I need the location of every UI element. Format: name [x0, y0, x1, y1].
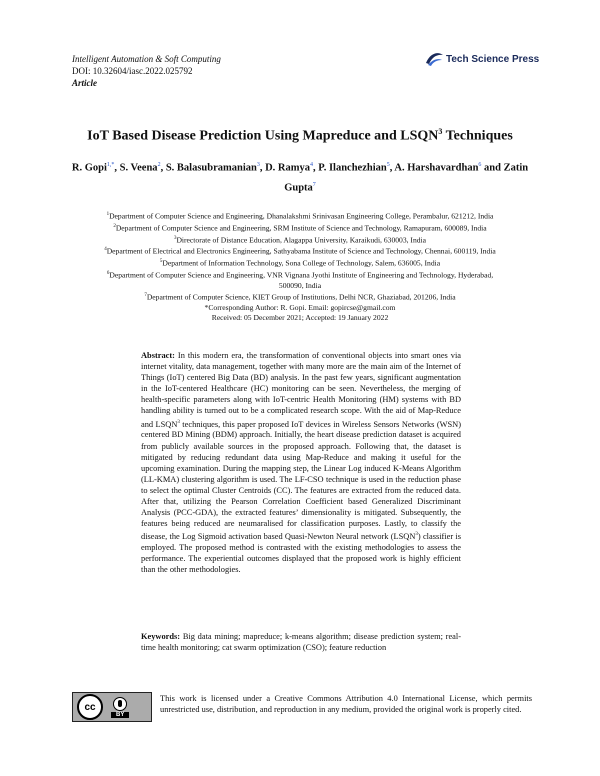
affiliation-text: Directorate of Distance Education, Alagappa University, Karaikudi, 630003, India [176, 235, 427, 245]
by-label: BY [111, 712, 129, 718]
keywords-label: Keywords: [141, 632, 181, 641]
affiliation-sup: 1 [106, 212, 110, 217]
affiliation-line [60, 269, 540, 281]
cc-icon: cc [77, 694, 103, 720]
affiliation-line [60, 245, 540, 257]
cc-by-badge[interactable] [72, 692, 152, 722]
abstract [141, 350, 461, 575]
author-affiliation-sup[interactable]: 2 [157, 162, 161, 168]
license-text: This work is licensed under a Creative Commons Attribution 4.0 International License, which permits unrestricted use, distribution, and reproduction in any medium, provided the original work is properly cited. [160, 694, 532, 714]
abstract-text-2: techniques, this paper proposed IoT devices in Wireless Sensors Networks (WSN) centered BD Mining (BDM) approach. Initially, the heart disease prediction dataset is acquired from publicly available sources in the proposed approach. Following that, the dataset is mitigated by reducing redundant data using Map-Reduce and making it useful for the upcoming examination. During the mapping step, the Linear Log induced K-Means Algorithm (LL-KMA) clustering algorithm is used. The LF-CSO technique is used in the reduction phase to select the optimal Cluster Centroids (CC). The features are extracted from the reduced data. After that, utilizing the Pearson Correlation Coefficient based Generalized Discriminant Analysis (PCC-GDA), the extracted features’ dimensionality is mitigated. Subsequently, the features being reduced are neumaralised for classification purposes. Lastly, to classify the disease, the Log Sigmoid activation based Quasi-Newton Neural network (LSQN [141, 419, 462, 542]
journal-name: Intelligent Automation & Soft Computing [72, 54, 221, 64]
affiliation-text: Received: 05 December 2021; Accepted: 19 January 2022 [211, 313, 389, 323]
author-name: P. Ilanchezhian [318, 162, 387, 174]
title-text: IoT Based Disease Prediction Using Mapreduce and LSQN [87, 128, 439, 144]
keywords-text: Big data mining; mapreduce; k-means algorithm; disease prediction system; real-time health monitoring; cat swarm optimization (CSO); feature reduction [141, 632, 461, 653]
abstract-text-1: In this modern era, the transformation of conventional objects into smart ones via internet vitality, data management, together with many more are the main aim of the Internet of Things (IoT) centered Big Data (BD) analysis. In the past few years, significant augmentation in the IoT-centered Healthcare (HC) monitoring can be seen. Nevertheless, the merging of health-specific parameters along with IoT-centric Health Monitoring (HM) systems with BD handling ability is turned out to be a complicated research scope. With the aid of Map-Reduce and LSQN [141, 351, 461, 429]
author-separator: , [114, 162, 120, 174]
affiliation-text: Department of Information Technology, Sona College of Technology, Salem, 636005, India [162, 258, 441, 268]
title-tail: Techniques [442, 128, 513, 144]
author-affiliation-sup[interactable]: 5 [386, 162, 390, 168]
title-superscript: 3 [438, 127, 443, 136]
abstract-sup-2: 3 [415, 532, 418, 538]
abstract-sup-1: 3 [177, 419, 180, 425]
by-icon [111, 697, 129, 718]
publisher-swoosh-icon [424, 51, 444, 67]
affiliation-line [60, 257, 540, 269]
affiliation-sup: 2 [113, 223, 116, 229]
publisher-name: Tech Science Press [446, 53, 540, 65]
doi[interactable]: DOI: 10.32604/iasc.2022.025792 [72, 66, 193, 76]
affiliation-text: *Corresponding Author: R. Gopi. Email: gopircse@gmail.com [204, 303, 396, 313]
author-affiliation-sup[interactable]: 6 [478, 162, 482, 168]
author-affiliation-sup[interactable]: 1,* [106, 162, 115, 168]
author-separator: and [481, 162, 504, 174]
affiliation-line [60, 234, 540, 246]
author-name: S. Veena [119, 162, 158, 174]
affiliation-sup: 3 [173, 235, 177, 241]
affiliation-text: 500090, India [278, 280, 322, 290]
affiliation-line [60, 222, 540, 234]
affiliations [60, 210, 540, 324]
author-separator: , [259, 162, 266, 174]
affiliation-text: Department of Computer Science and Engineering, Dhanalakshmi Srinivasan Engineering College, Perambalur, 621212, India [109, 211, 494, 221]
affiliation-line [60, 291, 540, 303]
affiliation-text: Department of Electrical and Electronics Engineering, Sathyabama Institute of Science and Technology, Chennai, 600119, India [106, 247, 496, 257]
author-name: R. Gopi [71, 162, 107, 174]
journal-header [72, 53, 221, 89]
author-name: A. Harshavardhan [394, 162, 479, 174]
affiliation-text: Department of Computer Science, KIET Group of Institutions, Delhi NCR, Ghaziabad, 201206, India [146, 292, 456, 302]
abstract-label: Abstract: [141, 351, 175, 360]
abstract-text-3: ) classifier is employed. The proposed method is contrasted with the existing methodologies to assess the performance. The experiential outcomes displayed that the proposed work is highly efficient than the other methodologies. [141, 532, 461, 575]
affiliation-line [60, 303, 540, 313]
author-name: D. Ramya [265, 162, 311, 174]
affiliation-sup: 6 [106, 271, 110, 277]
author-separator: , [389, 162, 395, 174]
paper-title [60, 127, 540, 145]
author-name: S. Balasubramanian [165, 162, 257, 174]
author-affiliation-sup[interactable]: 4 [310, 162, 314, 168]
author-separator: , [313, 162, 319, 174]
author-affiliation-sup[interactable]: 7 [312, 181, 316, 188]
article-type: Article [72, 78, 97, 88]
author-affiliation-sup[interactable]: 3 [256, 162, 260, 168]
author-list [66, 157, 534, 196]
affiliation-sup: 7 [144, 293, 147, 299]
affiliation-line [60, 313, 540, 323]
publisher-logo [424, 51, 539, 67]
affiliation-text: Department of Computer Science and Engineering, VNR Vignana Jyothi Institute of Engineering and Technology, Hyderabad, [109, 270, 494, 280]
affiliation-sup: 4 [104, 247, 107, 253]
affiliation-sup: 5 [159, 259, 163, 265]
author-name: Zatin Gupta [284, 162, 529, 193]
affiliation-line [60, 281, 540, 291]
affiliation-line [60, 210, 540, 222]
keywords [141, 631, 461, 653]
author-separator: , [160, 162, 166, 174]
person-icon [113, 697, 127, 711]
affiliation-text: Department of Computer Science and Engineering, SRM Institute of Science and Technology, Ramapuram, 600089, India [115, 223, 487, 233]
